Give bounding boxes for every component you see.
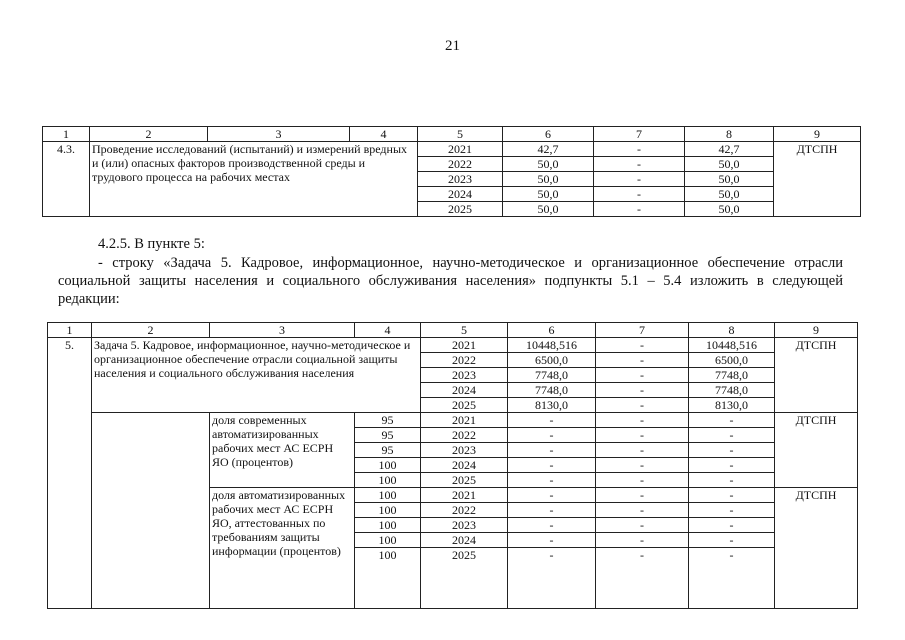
value-cell: 10448,516 <box>689 338 775 353</box>
value-cell: - <box>596 368 689 383</box>
value-cell: - <box>596 458 689 473</box>
header-cell: 8 <box>689 323 775 338</box>
executor-cell: ДТСПН <box>775 338 858 413</box>
value-cell: - <box>508 443 596 458</box>
header-cell: 8 <box>685 127 774 142</box>
value-cell: - <box>596 398 689 413</box>
value-cell: - <box>508 518 596 533</box>
header-cell: 2 <box>90 127 208 142</box>
value-cell: 50,0 <box>685 187 774 202</box>
value-cell: 6500,0 <box>689 353 775 368</box>
year-cell: 2024 <box>421 383 508 398</box>
header-cell: 9 <box>774 127 861 142</box>
value-cell: - <box>596 353 689 368</box>
indicator-label: доля автоматизированных рабочих мест АС ЕСРН ЯО, аттестованных по требованиям защиты информации (процентов) <box>210 488 355 609</box>
item-number: 5. <box>48 338 92 609</box>
year-cell: 2024 <box>421 533 508 548</box>
value-cell: 8130,0 <box>508 398 596 413</box>
value-cell: - <box>594 172 685 187</box>
table-row <box>48 338 858 353</box>
section-heading: 4.2.5. В пункте 5: <box>98 236 205 252</box>
header-cell: 1 <box>43 127 90 142</box>
value-cell: - <box>508 488 596 503</box>
value-cell: 7748,0 <box>689 383 775 398</box>
year-cell: 2021 <box>421 338 508 353</box>
value-cell: 6500,0 <box>508 353 596 368</box>
value-cell: - <box>596 488 689 503</box>
header-cell: 9 <box>775 323 858 338</box>
year-cell: 2025 <box>421 473 508 488</box>
value-cell: 42,7 <box>685 142 774 157</box>
page-number: 21 <box>445 38 460 54</box>
header-cell: 6 <box>503 127 594 142</box>
executor-cell: ДТСПН <box>774 142 861 217</box>
value-cell: - <box>689 413 775 428</box>
year-cell: 2025 <box>418 202 503 217</box>
header-cell: 3 <box>208 127 350 142</box>
value-cell: - <box>689 473 775 488</box>
target-cell: 100 <box>355 458 421 473</box>
header-cell: 7 <box>596 323 689 338</box>
value-cell: - <box>594 202 685 217</box>
item-description: Задача 5. Кадровое, информационное, научно-методическое и организационное обеспечение отрасли социальной защиты населения и социального обслуживания населения <box>92 338 421 413</box>
value-cell: - <box>596 428 689 443</box>
value-cell: 50,0 <box>685 202 774 217</box>
target-cell: 95 <box>355 428 421 443</box>
value-cell: 50,0 <box>685 172 774 187</box>
value-cell: - <box>596 518 689 533</box>
value-cell: - <box>594 142 685 157</box>
value-cell: - <box>508 428 596 443</box>
header-cell: 4 <box>350 127 418 142</box>
table-task-5 <box>47 322 858 609</box>
target-cell: 100 <box>355 488 421 503</box>
header-cell: 2 <box>92 323 210 338</box>
value-cell: - <box>508 458 596 473</box>
value-cell: 8130,0 <box>689 398 775 413</box>
item-number: 4.3. <box>43 142 90 217</box>
value-cell: 7748,0 <box>689 368 775 383</box>
header-cell: 4 <box>355 323 421 338</box>
target-cell: 100 <box>355 518 421 533</box>
value-cell: - <box>596 383 689 398</box>
instruction-paragraph: - строку «Задача 5. Кадровое, информационное, научно-методическое и организационное обеспечение отрасли социальной защиты населения и социального обслуживания населения» подпункты 5.1 – 5.4 изложить в следующей редакции: <box>58 255 843 307</box>
value-cell: 50,0 <box>503 202 594 217</box>
header-row <box>48 323 858 338</box>
header-cell: 5 <box>421 323 508 338</box>
value-cell: - <box>596 503 689 518</box>
target-cell: 100 <box>355 473 421 488</box>
executor-cell: ДТСПН <box>775 488 858 609</box>
empty-cell <box>92 413 210 609</box>
value-cell: - <box>508 548 596 609</box>
year-cell: 2023 <box>418 172 503 187</box>
value-cell: - <box>689 428 775 443</box>
value-cell: - <box>596 338 689 353</box>
year-cell: 2024 <box>418 187 503 202</box>
value-cell: - <box>594 157 685 172</box>
year-cell: 2022 <box>421 428 508 443</box>
executor-cell: ДТСПН <box>775 413 858 488</box>
target-cell: 95 <box>355 413 421 428</box>
value-cell: - <box>689 443 775 458</box>
value-cell: - <box>508 503 596 518</box>
target-cell: 100 <box>355 503 421 518</box>
value-cell: 50,0 <box>685 157 774 172</box>
header-cell: 3 <box>210 323 355 338</box>
year-cell: 2022 <box>418 157 503 172</box>
header-cell: 7 <box>594 127 685 142</box>
value-cell: - <box>689 458 775 473</box>
header-cell: 5 <box>418 127 503 142</box>
year-cell: 2022 <box>421 503 508 518</box>
value-cell: - <box>596 548 689 609</box>
year-cell: 2024 <box>421 458 508 473</box>
value-cell: - <box>689 518 775 533</box>
value-cell: 7748,0 <box>508 368 596 383</box>
value-cell: 50,0 <box>503 157 594 172</box>
year-cell: 2025 <box>421 548 508 609</box>
value-cell: 50,0 <box>503 187 594 202</box>
value-cell: - <box>596 443 689 458</box>
value-cell: - <box>689 503 775 518</box>
target-cell: 100 <box>355 548 421 609</box>
value-cell: - <box>508 533 596 548</box>
value-cell: - <box>508 473 596 488</box>
year-cell: 2023 <box>421 518 508 533</box>
value-cell: 7748,0 <box>508 383 596 398</box>
value-cell: 50,0 <box>503 172 594 187</box>
table-row <box>48 413 858 428</box>
year-cell: 2021 <box>418 142 503 157</box>
year-cell: 2023 <box>421 443 508 458</box>
year-cell: 2022 <box>421 353 508 368</box>
indicator-label: доля современных автоматизированных рабочих мест АС ЕСРН ЯО (процентов) <box>210 413 355 488</box>
year-cell: 2021 <box>421 488 508 503</box>
value-cell: - <box>596 473 689 488</box>
value-cell: - <box>689 533 775 548</box>
header-cell: 6 <box>508 323 596 338</box>
table-measure-4-3 <box>42 126 861 217</box>
value-cell: 42,7 <box>503 142 594 157</box>
header-cell: 1 <box>48 323 92 338</box>
value-cell: - <box>596 533 689 548</box>
value-cell: - <box>689 548 775 609</box>
year-cell: 2025 <box>421 398 508 413</box>
value-cell: - <box>596 413 689 428</box>
value-cell: - <box>594 187 685 202</box>
value-cell: 10448,516 <box>508 338 596 353</box>
value-cell: - <box>508 413 596 428</box>
year-cell: 2021 <box>421 413 508 428</box>
target-cell: 95 <box>355 443 421 458</box>
target-cell: 100 <box>355 533 421 548</box>
header-row <box>43 127 861 142</box>
item-description: Проведение исследований (испытаний) и измерений вредных и (или) опасных факторов производственной среды и трудового процесса на рабочих местах <box>90 142 418 217</box>
value-cell: - <box>689 488 775 503</box>
year-cell: 2023 <box>421 368 508 383</box>
table-row <box>43 142 861 157</box>
